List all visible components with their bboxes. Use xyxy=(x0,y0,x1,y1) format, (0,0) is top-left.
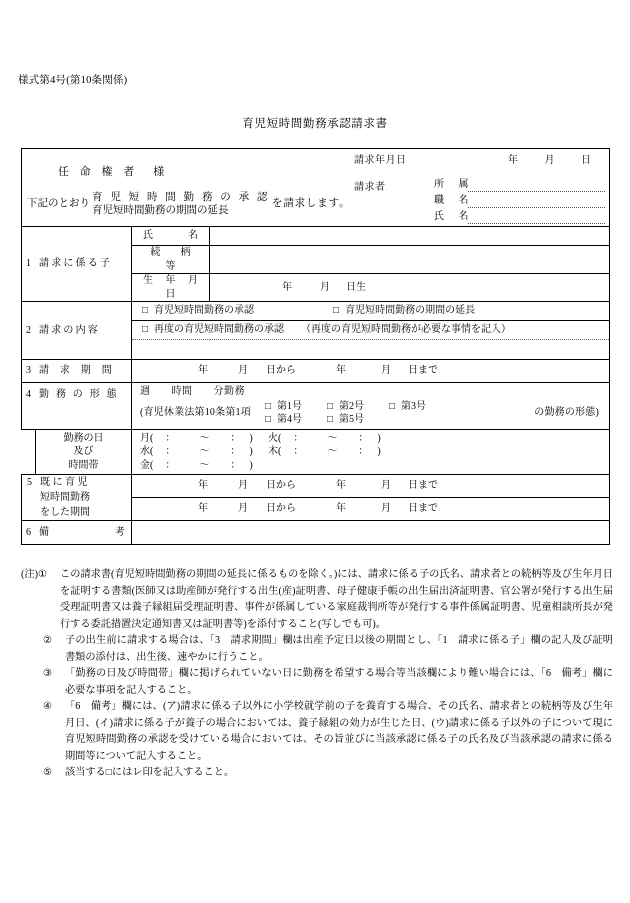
option-reapproval-note: （再度の育児短時間勤務が必要な事情を記入） xyxy=(301,324,512,336)
checkbox-reapproval[interactable]: □ xyxy=(142,324,149,336)
prev1-to-day: 日まで xyxy=(408,480,438,492)
row5-label-line2: 短時間勤務 xyxy=(40,492,90,503)
name-label: 氏 名 xyxy=(434,210,475,222)
day-tue: 火 xyxy=(268,432,278,444)
time-end-tue: ： xyxy=(358,432,369,444)
request-options-stack xyxy=(92,191,270,217)
tilde-fri: ～ xyxy=(199,459,210,471)
header-right-block xyxy=(344,149,605,226)
checkbox-no1[interactable]: □ xyxy=(264,400,271,412)
position-input[interactable] xyxy=(468,195,605,208)
row-request-period xyxy=(22,360,610,383)
row6-number: 6 xyxy=(26,526,31,538)
paren-open-wed: ( xyxy=(150,446,154,457)
paren-open-mon: ( xyxy=(150,432,154,444)
work-day-row-wed-thu xyxy=(140,445,609,459)
requester-fields xyxy=(434,176,605,224)
time-start-fri: ： xyxy=(165,459,176,471)
option-approval-label: 育児短時間勤務の承認 xyxy=(154,305,255,317)
note-text-5: 該当する□にはレ印を記入すること。 xyxy=(65,767,235,779)
option-no3-label: 第3号 xyxy=(400,400,426,412)
header-left-block xyxy=(22,149,351,226)
day-wed: 水 xyxy=(140,446,150,457)
checkbox-no2[interactable]: □ xyxy=(326,400,333,412)
row5-number: 5 xyxy=(27,477,32,488)
tilde-wed: ～ xyxy=(199,446,210,457)
row1-label xyxy=(22,227,132,302)
work-slot-tue[interactable] xyxy=(268,432,396,446)
note-text-2: 子の出生前に請求する場合は、「3 請求期間」欄は出産予定日以後の期間とし、「1 請求に係る子」欄の記入及び証明書類の添付は、出生後、速やかに行うこと。 xyxy=(65,635,613,663)
option-no2[interactable] xyxy=(327,400,389,414)
note-marker-4: ④ xyxy=(43,701,53,713)
note-text-3: 「勤務の日及び時間帯」欄に掲げられていない日に勤務を希望する場合等当該欄により難い場合には、「6 備考」欄に必要な事項を記入すること。 xyxy=(65,668,613,696)
request-date-year[interactable]: 年 xyxy=(508,155,518,166)
affiliation-input[interactable] xyxy=(468,179,605,192)
request-option-approval: 育 児 短 時 間 勤 務 の 承 認 xyxy=(92,192,271,203)
option-no4[interactable] xyxy=(265,413,327,427)
option-no5[interactable] xyxy=(327,413,389,427)
period-to-month: 月 xyxy=(381,365,391,377)
paren-open-thu: ( xyxy=(278,446,282,457)
prev1-from-year: 年 xyxy=(198,480,208,492)
prev1-to-month: 月 xyxy=(381,480,391,492)
work-form-cell xyxy=(132,383,610,430)
weekly-hours-line[interactable]: 週 時間 分勤務 xyxy=(140,386,245,397)
row4-number: 4 xyxy=(26,389,31,400)
appointer-label: 任 命 権 者 様 xyxy=(58,166,169,178)
prev2-to-year: 年 xyxy=(336,503,346,515)
work-form-options-line1 xyxy=(265,400,451,414)
paren-open-fri: ( xyxy=(150,459,154,471)
work-slot-mon[interactable] xyxy=(140,432,268,446)
child-name-input[interactable] xyxy=(210,227,610,246)
work-form-options xyxy=(265,400,451,427)
work-form-options-line2 xyxy=(265,413,451,427)
request-content-freetext-input[interactable] xyxy=(132,340,610,360)
main-form-table xyxy=(21,148,610,545)
work-days-cell xyxy=(132,429,610,475)
previous-period-2-input[interactable] xyxy=(132,498,610,521)
request-statement xyxy=(27,191,350,217)
work-slot-thu[interactable] xyxy=(268,445,396,459)
remarks-input[interactable] xyxy=(132,521,610,545)
note-marker-5: ⑤ xyxy=(43,767,53,779)
row2-label xyxy=(22,302,132,360)
time-start-wed: ： xyxy=(165,446,176,457)
birth-month: 月 xyxy=(320,281,330,293)
time-end-fri: ： xyxy=(230,459,241,471)
request-date-fields xyxy=(496,154,603,168)
row4-label xyxy=(22,383,132,430)
row1-label-text: 請求に係る子 xyxy=(39,258,113,270)
time-end-thu: ： xyxy=(358,446,369,457)
work-slot-fri[interactable] xyxy=(140,459,268,473)
period-from-year: 年 xyxy=(198,365,208,377)
note-item-2 xyxy=(21,633,613,666)
option-reapproval-label: 再度の育児短時間勤務の承認 xyxy=(154,324,285,336)
work-form-law-line xyxy=(132,399,609,429)
row2-number: 2 xyxy=(26,324,31,336)
prev1-to-year: 年 xyxy=(336,480,346,492)
header-row xyxy=(22,149,610,227)
row-request-content-a xyxy=(22,302,610,321)
row5-label-text1: 既 に 育 児 xyxy=(40,477,88,488)
requester-field-name xyxy=(434,208,605,224)
prev2-to-day: 日まで xyxy=(408,503,438,515)
time-start-tue: ： xyxy=(293,432,304,444)
request-content-options-row2 xyxy=(132,321,610,340)
tilde-mon: ～ xyxy=(199,432,210,444)
row3-number: 3 xyxy=(26,365,31,377)
note-item-4 xyxy=(21,699,613,765)
child-birthdate-input[interactable] xyxy=(210,274,610,302)
time-start-thu: ： xyxy=(293,446,304,457)
work-day-row-fri xyxy=(140,459,609,473)
request-date-month[interactable]: 月 xyxy=(544,155,555,166)
request-period-input[interactable] xyxy=(132,360,610,383)
row3-label-text: 請 求 期 間 xyxy=(39,365,116,377)
option-no3[interactable] xyxy=(389,400,451,414)
note-text-1: この請求書(育児短時間勤務の期間の延長に係るものを除く。)には、請求に係る子の氏名、請求者との続柄等及び生年月日を証明する書類(医師又は助産師が発行する出生(産)証明書、母子健康手帳の出生届出済証明書、官公署が発行する出生届受理証明書又は養子縁組届受理証明書、事件が係属している家庭裁判所等が発行する事件係属証明書、児童相談所長が発行する委託措置決定通知書又は証明書等)を添付すること(写しでも可)。 xyxy=(59,569,613,630)
row5-label-line3: をした期間 xyxy=(40,507,90,518)
law-reference-suffix: の勤務の形態) xyxy=(534,407,599,419)
birth-year: 年 xyxy=(282,281,292,293)
row-work-days xyxy=(22,429,610,475)
request-option-extension: 育児短時間勤務の期間の延長 xyxy=(92,205,229,217)
checkbox-no5[interactable]: □ xyxy=(326,414,333,425)
time-end-mon: ： xyxy=(230,432,241,444)
header-cell xyxy=(22,149,610,227)
row-child-name xyxy=(22,227,610,246)
child-relation-input[interactable] xyxy=(210,246,610,274)
requester-label: 請求者 xyxy=(354,182,386,193)
note-marker-3: ③ xyxy=(43,668,53,680)
note-marker-1: ① xyxy=(37,569,48,580)
paren-close-thu: ) xyxy=(377,446,381,457)
row-remarks xyxy=(22,521,610,545)
prev2-from-month: 月 xyxy=(238,503,248,515)
note-item-1 xyxy=(21,567,613,633)
position-label: 職 名 xyxy=(434,194,475,206)
row-previous-period-1 xyxy=(22,475,610,498)
checkbox-no4[interactable]: □ xyxy=(264,414,271,425)
document-title: 育児短時間勤務承認請求書 xyxy=(242,118,388,130)
checkbox-no3[interactable]: □ xyxy=(388,400,395,412)
time-end-wed: ： xyxy=(230,446,241,457)
period-from-month: 月 xyxy=(238,365,248,377)
period-to-day: 日まで xyxy=(408,365,438,377)
request-suffix: を請求します。 xyxy=(272,198,351,210)
child-birthdate-label: 生 年 月 日 xyxy=(132,274,210,302)
row6-label xyxy=(22,521,132,545)
row6-label-text: 備 考 xyxy=(39,526,134,538)
option-no2-label: 第2号 xyxy=(338,400,364,412)
work-day-row-mon-tue xyxy=(140,432,609,446)
request-date-label: 請求年月日 xyxy=(354,155,407,166)
option-no1-label: 第1号 xyxy=(276,400,302,412)
day-thu: 木 xyxy=(268,446,278,457)
form-code-label: 様式第4号(第10条関係) xyxy=(18,75,128,86)
note-item-3 xyxy=(21,666,613,699)
work-days-label-line3: 時間帯 xyxy=(68,459,99,471)
note-text-4: 「6 備考」欄には、(ア)請求に係る子以外に小学校就学前の子を養育する場合、その氏名、請求者との続柄等及び生年月日、(イ)請求に係る子が養子の場合においては、養子縁組の効力が生じた日、(ウ)請求に係る子以外の子について現に育児短時間勤務の承認を受けている場合においては、その旨並びに当該承認に係る子の氏名及び当該承認の請求に係る期間等について記入すること。 xyxy=(65,701,613,762)
work-days-label-line1: 勤務の日 xyxy=(63,432,104,444)
option-extension-label: 育児短時間勤務の期間の延長 xyxy=(345,305,476,317)
day-mon: 月 xyxy=(140,432,150,444)
prev1-from-day: 日から xyxy=(266,480,296,492)
prev2-from-day: 日から xyxy=(266,503,296,515)
paren-close-wed: ) xyxy=(249,446,253,457)
option-no5-label: 第5号 xyxy=(338,414,364,425)
prev1-from-month: 月 xyxy=(238,480,248,492)
row5-label-line1 xyxy=(27,475,131,490)
request-date-day[interactable]: 日 xyxy=(581,155,591,166)
row3-label xyxy=(22,360,132,383)
paren-close-fri: ) xyxy=(249,459,253,471)
work-days-label-line2: 及び xyxy=(73,446,94,457)
note-item-5 xyxy=(21,765,613,782)
checkbox-approval[interactable]: □ xyxy=(142,305,149,317)
row-work-form xyxy=(22,383,610,430)
paren-close-tue: ) xyxy=(377,432,381,444)
time-start-mon: ： xyxy=(165,432,176,444)
child-name-label: 氏 名 xyxy=(132,227,210,246)
request-prefix: 下記のとおり xyxy=(27,198,90,210)
prev2-from-year: 年 xyxy=(198,503,208,515)
period-from-day: 日から xyxy=(266,365,296,377)
prev2-to-month: 月 xyxy=(381,503,391,515)
name-input[interactable] xyxy=(468,211,605,224)
work-days-label xyxy=(36,429,132,475)
checkbox-extension[interactable]: □ xyxy=(333,305,340,317)
child-relation-label: 続 柄 等 xyxy=(132,246,210,274)
request-content-options-row1 xyxy=(132,302,610,321)
requester-field-position xyxy=(434,192,605,208)
previous-period-1-input[interactable] xyxy=(132,475,610,498)
day-fri: 金 xyxy=(140,459,150,471)
note-marker-2: ② xyxy=(43,635,53,647)
period-to-year: 年 xyxy=(336,365,346,377)
notes-section xyxy=(21,567,613,782)
requester-field-affiliation xyxy=(434,176,605,192)
row5-label xyxy=(22,475,132,521)
tilde-tue: ～ xyxy=(327,432,338,444)
row2-label-text: 請求の内容 xyxy=(39,324,100,336)
option-no4-label: 第4号 xyxy=(276,414,302,425)
paren-open-tue: ( xyxy=(278,432,282,444)
row1-number: 1 xyxy=(26,258,31,270)
birth-day: 日生 xyxy=(346,281,366,293)
tilde-thu: ～ xyxy=(327,446,338,457)
notes-prefix: (注) xyxy=(21,569,38,580)
affiliation-label: 所 属 xyxy=(434,178,475,190)
law-reference: (育児休業法第10条第1項 xyxy=(140,407,251,419)
row4-label-text: 勤 務 の 形 態 xyxy=(39,389,119,400)
option-no1[interactable] xyxy=(265,400,327,414)
work-slot-wed[interactable] xyxy=(140,445,268,459)
paren-close-mon: ) xyxy=(249,432,253,444)
